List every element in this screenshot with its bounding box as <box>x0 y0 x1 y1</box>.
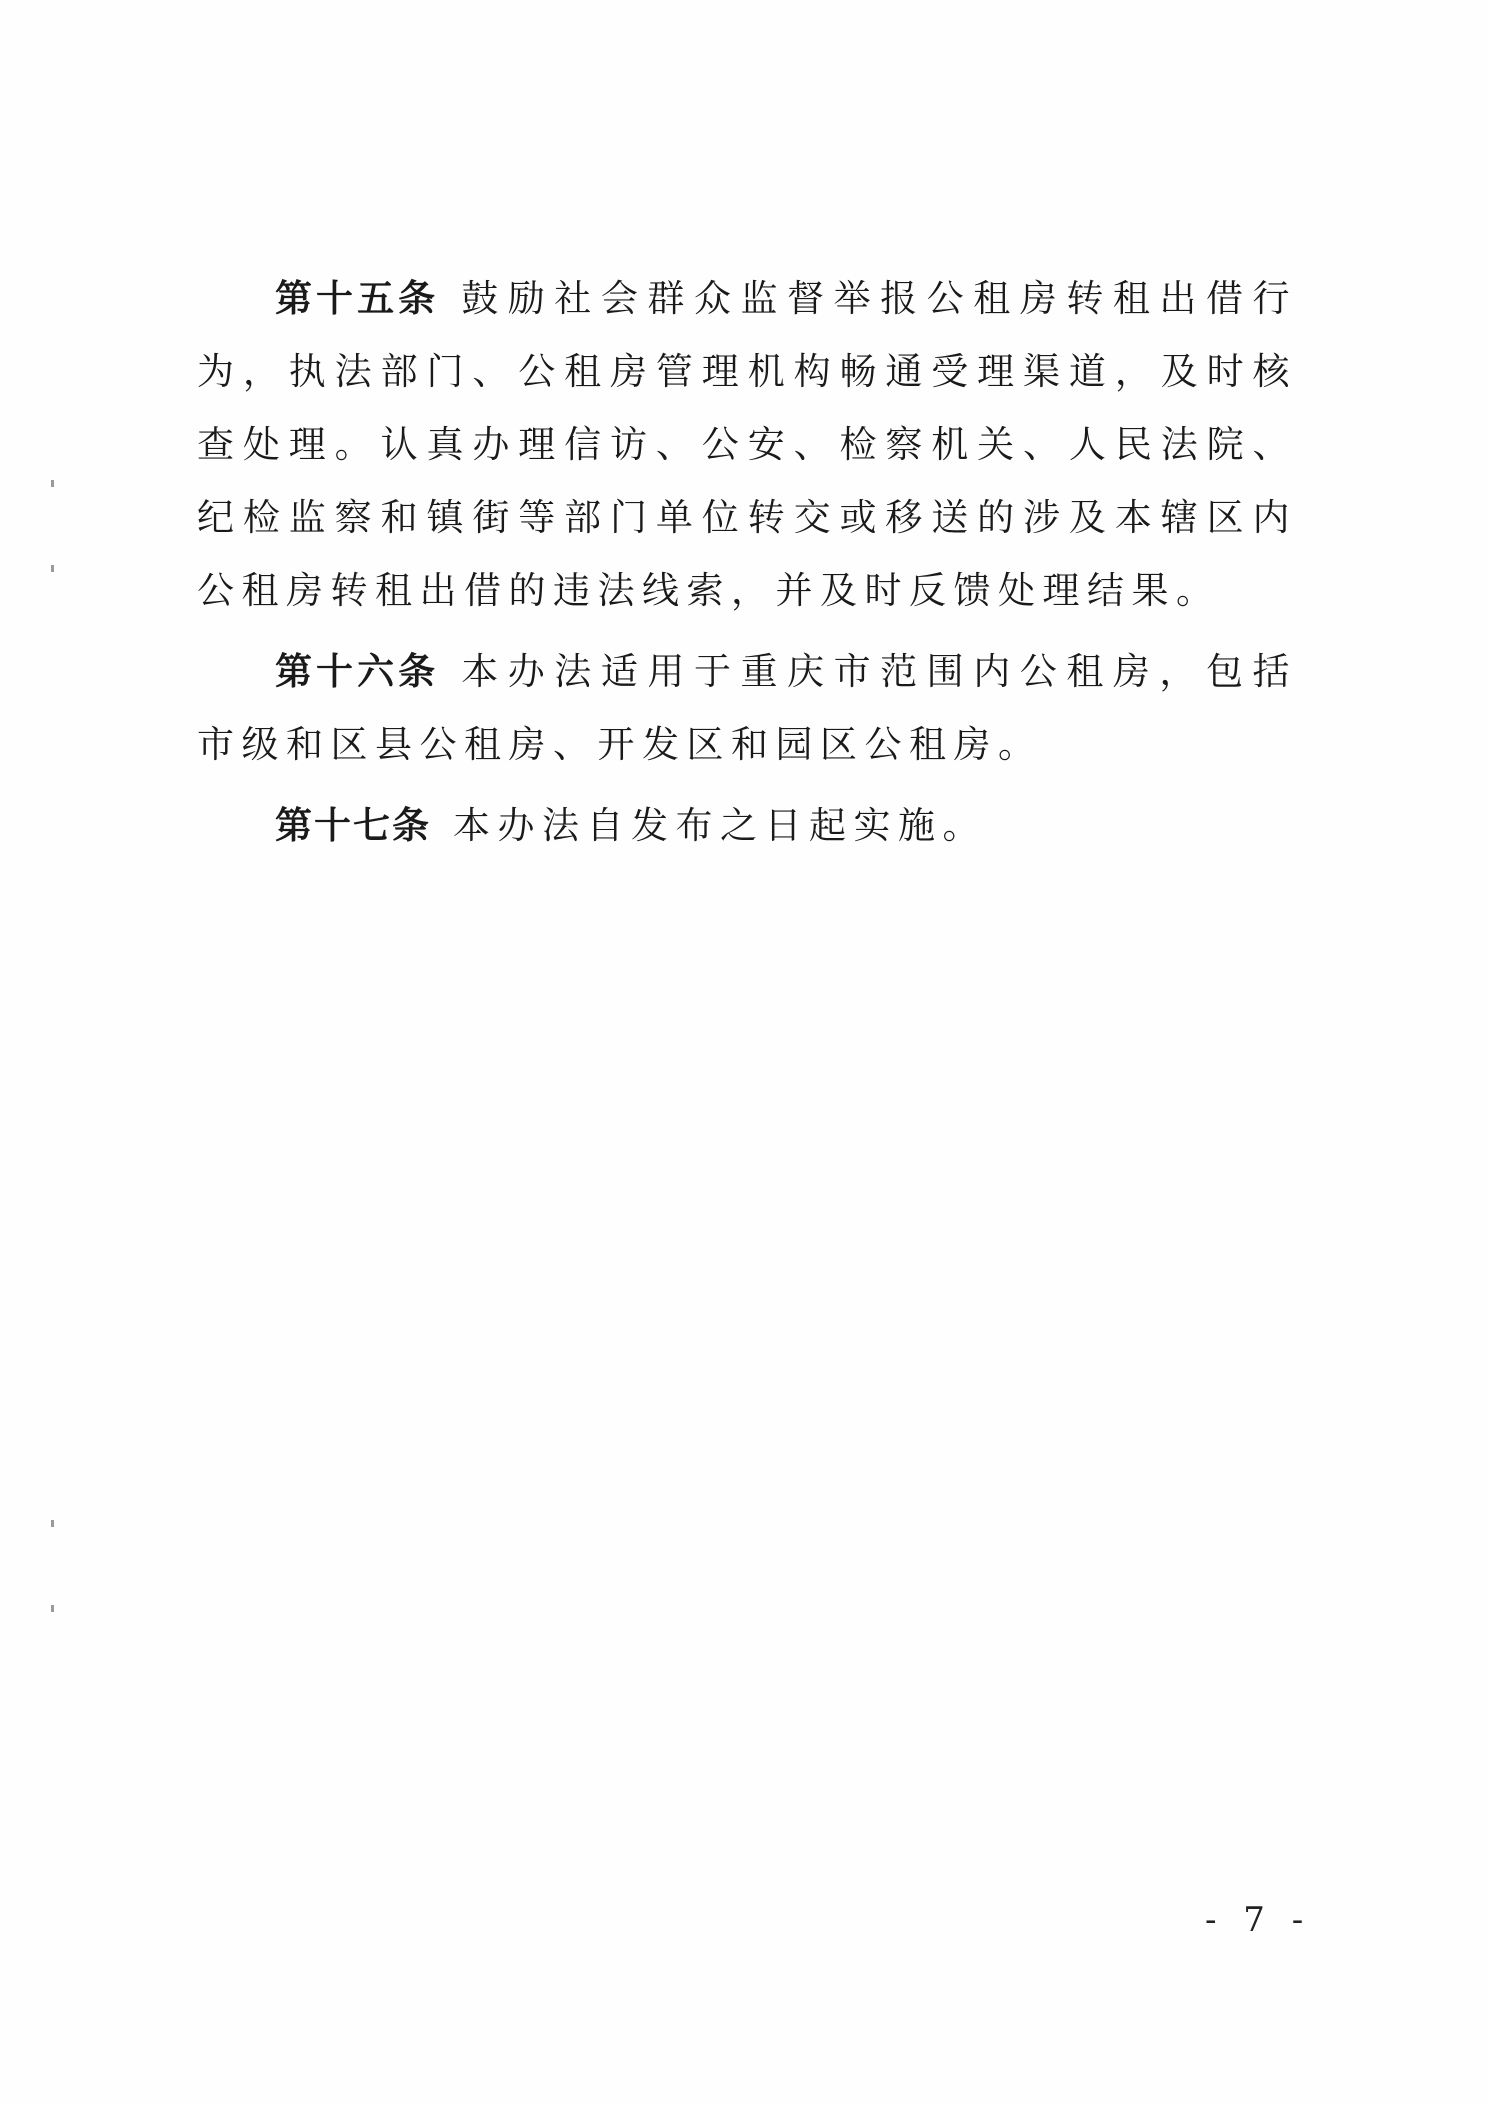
article-17 <box>197 789 1297 862</box>
binding-hole-mark <box>51 1520 54 1527</box>
document-body <box>197 262 1297 870</box>
binding-hole-mark <box>51 1605 54 1612</box>
article-body: 本办法自发布之日起实施。 <box>453 804 987 847</box>
binding-hole-mark <box>51 565 54 572</box>
page-number: - 7 - <box>1205 1900 1312 1940</box>
article-body: 本办法适用于重庆市范围内公租房，包括市级和区县公租房、开发区和园区公租房。 <box>197 650 1298 766</box>
article-title: 第十五条 <box>275 277 440 320</box>
binding-hole-mark <box>51 480 54 487</box>
article-title: 第十七条 <box>275 804 431 847</box>
article-body: 鼓励社会群众监督举报公租房转租出借行为，执法部门、公租房管理机构畅通受理渠道，及时核查处理。认真办理信访、公安、检察机关、人民法院、纪检监察和镇街等部门单位转交或移送的涉及本辖区内公租房转租出借的违法线索，并及时反馈处理结果。 <box>197 277 1298 612</box>
article-title: 第十六条 <box>275 650 440 693</box>
article-15 <box>197 262 1297 627</box>
article-16 <box>197 635 1297 781</box>
